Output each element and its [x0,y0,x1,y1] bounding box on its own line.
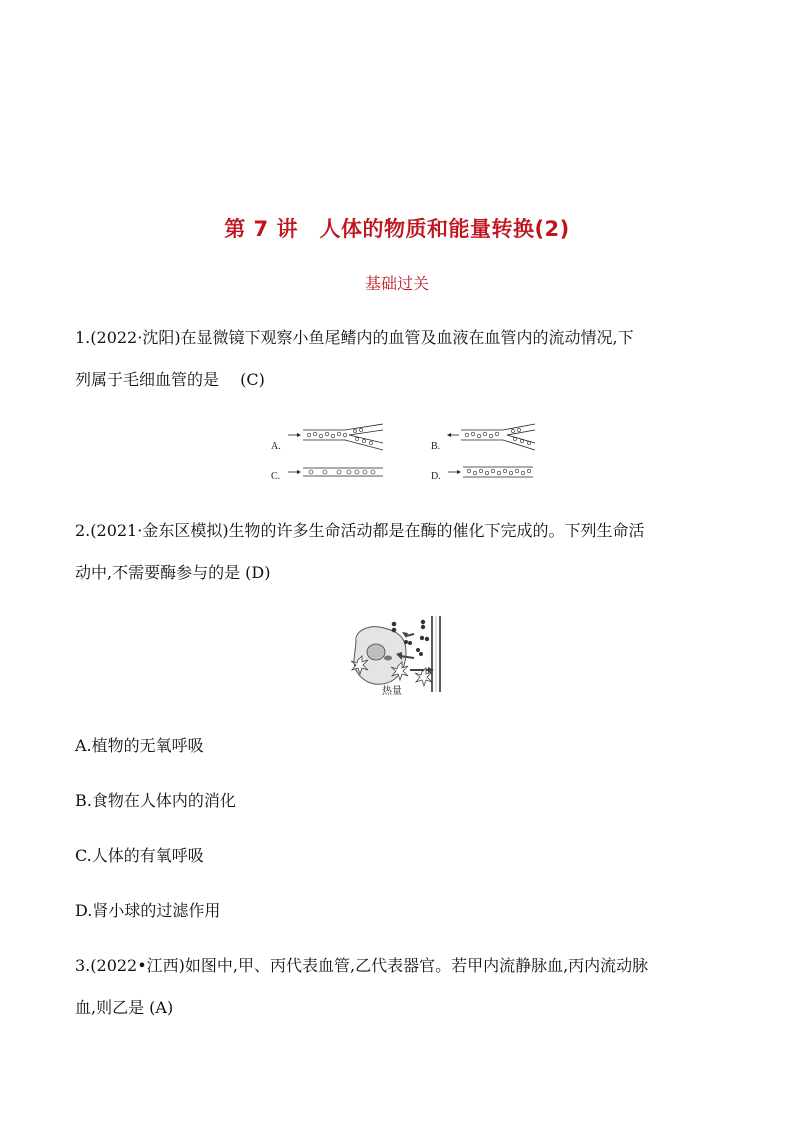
q1-stem-line2: 列属于毛细血管的是 (C) [75,370,265,389]
section-subtitle: 基础过关 [364,274,429,293]
q3-stem-line2: 血,则乙是 (A) [75,998,174,1017]
q2-cell-figure [348,612,448,697]
q1-stem-line1: 1.(2022·沈阳)在显微镜下观察小鱼尾鳍内的血管及血液在血管内的流动情况,下 [75,328,634,347]
q2-stem-line2: 动中,不需要酶参与的是 (D) [75,563,271,582]
q1-fig-label-c: C. [271,471,281,482]
q1-vessel-c-diagram [285,462,385,482]
q2-stem-line1: 2.(2021·金东区模拟)生物的许多生命活动都是在酶的催化下完成的。下列生命活 [75,521,645,540]
q2-option-a: A.植物的无氧呼吸 [75,736,204,755]
q1-vessel-figure [265,420,535,490]
q1-fig-label-d: D. [431,471,441,482]
q1-vessel-d-diagram [445,462,545,482]
q1-vessel-b-diagram [445,426,545,456]
q2-option-b: B.食物在人体内的消化 [75,791,236,810]
q2-option-c: C.人体的有氧呼吸 [75,846,204,865]
q1-fig-label-a: A. [271,441,281,452]
q3-stem-line1: 3.(2022•江西)如图中,甲、丙代表血管,乙代表器官。若甲内流静脉血,丙内流动脉 [75,956,649,975]
q1-fig-label-b: B. [431,441,441,452]
q2-option-d: D.肾小球的过滤作用 [75,901,221,920]
page-title: 第 7 讲 人体的物质和能量转换(2) [224,217,570,241]
q1-vessel-a-diagram [285,426,385,456]
q2-fig-heat-label: 热量 [382,686,402,697]
